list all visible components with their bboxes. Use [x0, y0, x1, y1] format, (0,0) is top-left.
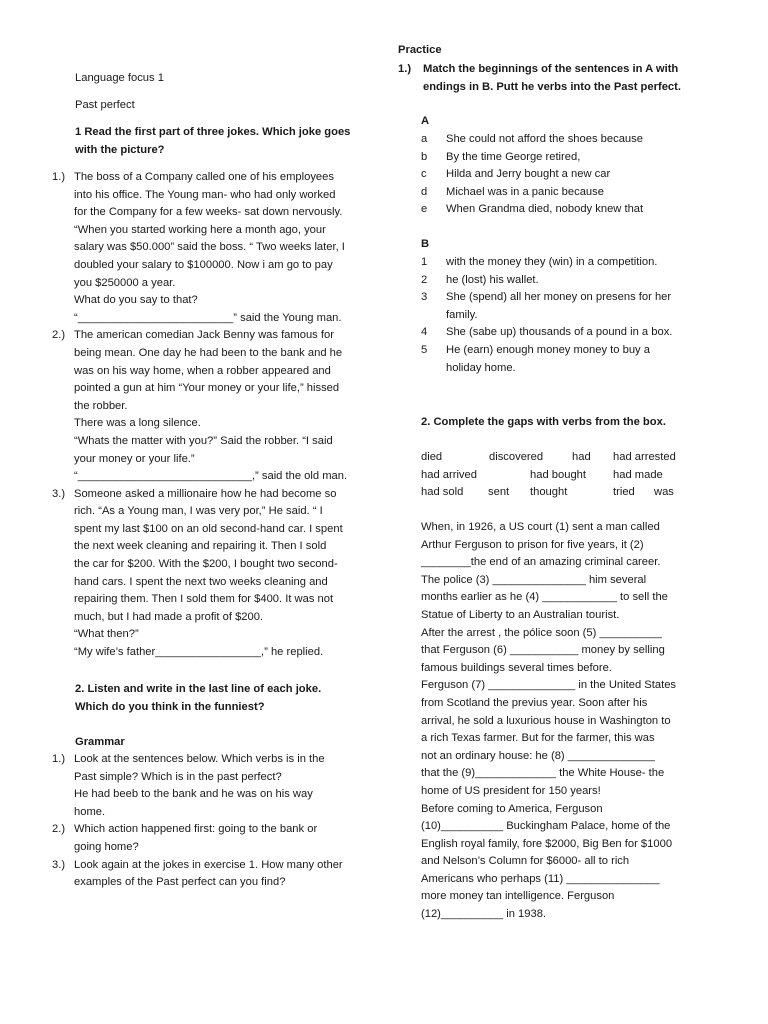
list-b-item: [421, 324, 721, 342]
list-a-letter: d: [421, 185, 428, 198]
verb-word: had sold: [421, 486, 464, 499]
list-b-number: 4: [421, 326, 428, 339]
joke-line: pointed a gun at him “Your money or your life,” hissed: [74, 382, 340, 395]
list-a-text: When Grandma died, nobody knew that: [446, 203, 644, 216]
joke-line: The boss of a Company called one of his employees: [74, 171, 334, 183]
list-a-item: [421, 184, 721, 202]
joke-line: spent my last $100 on an old second-hand car. I spent: [74, 522, 343, 535]
story-line: Americans who perhaps (11) _______________: [421, 872, 660, 885]
story-text: [421, 519, 721, 924]
practice-1: [398, 61, 718, 96]
story-line: After the arrest , the pólice soon (5) __________: [421, 626, 662, 639]
subheading: Past perfect: [75, 99, 135, 111]
story-line: that the (9)_____________ the White House- the: [421, 767, 665, 780]
joke-line: There was a long silence.: [74, 417, 201, 430]
list-a-item: [421, 131, 721, 149]
story-line: Before coming to America, Ferguson: [421, 802, 603, 815]
joke-line: your money or your life.”: [74, 452, 195, 465]
joke-line: “Whats the matter with you?” Said the robber. “I said: [74, 434, 333, 447]
story-line: Ferguson (7) ______________ in the United States: [421, 679, 677, 692]
practice-title: Practice: [398, 44, 442, 56]
grammar-line: Past simple? Which is in the past perfect?: [74, 770, 282, 783]
joke-line: “_________________________” said the Young man.: [74, 311, 342, 324]
list-b-number: 3: [421, 291, 428, 304]
story-line: English royal family, fore $2000, Big Ben for $1000: [421, 837, 673, 850]
heading: Language focus 1: [75, 72, 164, 84]
list-a-text: Hilda and Jerry bought a new car: [446, 168, 611, 181]
grammar-line: home.: [74, 805, 106, 818]
list-b-line: with the money they (win) in a competition.: [446, 256, 658, 268]
story-line: arrival, he sold a luxurious house in Washington to: [421, 714, 671, 727]
joke-line: “My wife’s father_________________,” he replied.: [74, 646, 324, 659]
joke-line: Someone asked a millionaire how he had become so: [74, 487, 337, 500]
joke-line: into his office. The Young man- who had only worked: [74, 188, 336, 201]
list-a-letter: e: [421, 203, 428, 216]
verb-word: died: [421, 451, 443, 463]
joke-line: salary was $50.000” said the boss. “ Two weeks later, I: [74, 241, 345, 254]
list-b-line: She (sabe up) thousands of a pound in a box.: [446, 326, 673, 339]
joke-line: the car for $200. With the $200, I bought two second-: [74, 558, 338, 571]
list-a-item: [421, 201, 721, 219]
verb-word: thought: [530, 486, 568, 499]
joke-line: much, but I had made a profit of $200.: [74, 610, 264, 623]
story-line: Statue of Liberty to an Australian tourist.: [421, 608, 620, 621]
grammar-line: Which action happened first: going to the bank or: [74, 823, 318, 836]
grammar-title: Grammar: [75, 736, 125, 748]
story-line: that Ferguson (6) ___________ money by selling: [421, 644, 665, 657]
joke-line: The american comedian Jack Benny was famous for: [74, 329, 334, 342]
grammar-line: Look at the sentences below. Which verbs is in the: [74, 753, 325, 765]
verb-word: discovered: [489, 451, 544, 463]
list-a-text: Michael was in a panic because: [446, 185, 604, 198]
joke-item: [52, 327, 372, 485]
joke-number: 3.): [52, 487, 66, 500]
joke-line: hand cars. I spent the next two weeks cleaning and: [74, 575, 328, 588]
verb-word: had: [572, 451, 591, 463]
grammar-line: He had beeb to the bank and he was on his way: [74, 788, 313, 801]
list-a-label: A: [421, 115, 430, 127]
grammar-number: 1.): [52, 753, 66, 765]
list-b-number: 1: [421, 256, 428, 268]
joke-line: the next week cleaning and repairing it. Then I sold: [74, 540, 327, 553]
joke-number: 2.): [52, 329, 66, 342]
verb-box-row: [421, 467, 721, 485]
joke-line: for the Company for a few weeks- sat down nervously.: [74, 206, 343, 219]
story-line: (12)__________ in 1938.: [421, 908, 547, 921]
joke-number: 1.): [52, 171, 66, 183]
list-a-letter: b: [421, 150, 428, 163]
list-a-text: By the time George retired,: [446, 150, 581, 163]
joke-line: rich. “As a Young man, I was very por,” He said. “ I: [74, 505, 323, 518]
list-b-line: he (lost) his wallet.: [446, 273, 539, 286]
grammar-number: 3.): [52, 858, 66, 871]
list-a-item: [421, 149, 721, 167]
exercise-2-complete-title: 2. Complete the gaps with verbs from the box.: [421, 416, 666, 428]
joke-line: “____________________________,” said the old man.: [74, 470, 348, 483]
exercise-1-title: 1 Read the first part of three jokes. Which joke goes with the picture?: [75, 126, 351, 156]
exercise-2-line: Which do you think in the funniest?: [75, 700, 265, 713]
grammar-item: [52, 857, 372, 892]
joke-line: What do you say to that?: [74, 294, 198, 307]
list-b-line: family.: [446, 308, 478, 321]
list-a-item: [421, 166, 721, 184]
joke-line: the robber.: [74, 399, 128, 412]
joke-line: repairing them. Then I sold them for $400. It was not: [74, 593, 334, 606]
verb-word: had made: [613, 468, 663, 481]
joke-item: [52, 169, 372, 327]
story-line: not an ordinary house: he (8) ______________: [421, 749, 655, 762]
story-line: famous buildings several times before.: [421, 661, 612, 674]
verb-word: had arrested: [613, 451, 676, 463]
joke-line: doubled your salary to $100000. Now i am go to pay: [74, 258, 333, 271]
exercise-2-line: 2. Listen and write in the last line of each joke.: [75, 683, 322, 695]
list-b-label: B: [421, 238, 430, 250]
joke-line: “What then?”: [74, 628, 139, 641]
list-a-text: She could not afford the shoes because: [446, 133, 643, 145]
exercise-2-title: [75, 681, 375, 716]
joke-line: was on his way home, when a robber appeared and: [74, 364, 331, 377]
story-line: Arthur Ferguson to prison for five years, it (2): [421, 538, 644, 551]
practice-1-line: Match the beginnings of the sentences in A with: [423, 63, 679, 75]
story-line: home of US president for 150 years!: [421, 784, 601, 797]
list-a-letter: c: [421, 168, 427, 181]
grammar-number: 2.): [52, 823, 66, 836]
story-line: and Nelson’s Column for $6000- all to rich: [421, 855, 630, 868]
joke-line: being mean. One day he had been to the bank and he: [74, 346, 343, 359]
grammar-line: examples of the Past perfect can you find?: [74, 876, 286, 889]
verb-box-row: [421, 484, 721, 502]
grammar-line: going home?: [74, 840, 139, 853]
practice-1-line: endings in B. Putt he verbs into the Past perfect.: [423, 80, 681, 93]
grammar-item: [52, 821, 372, 856]
jokes-list: [52, 169, 372, 662]
joke-item: [52, 486, 372, 662]
list-b-item: [421, 254, 721, 272]
verb-word: sent: [488, 486, 510, 499]
verb-word: was: [654, 486, 674, 499]
joke-line: you $250000 a year.: [74, 276, 176, 289]
verb-box-row: [421, 449, 721, 467]
list-b-line: He (earn) enough money money to buy a: [446, 343, 650, 356]
story-line: When, in 1926, a US court (1) sent a man called: [421, 521, 660, 533]
verb-word: tried: [613, 486, 635, 499]
practice-1-number: 1.): [398, 63, 412, 75]
story-line: The police (3) _______________ him several: [421, 573, 647, 586]
list-b-item: [421, 342, 721, 377]
list-b-line: holiday home.: [446, 361, 516, 374]
list-b-line: She (spend) all her money on presens for her: [446, 291, 672, 304]
grammar-item: [52, 751, 372, 821]
list-b-number: 5: [421, 343, 428, 356]
list-b-item: [421, 272, 721, 290]
list-a: [421, 131, 721, 219]
grammar-list: [52, 751, 372, 892]
grammar-line: Look again at the jokes in exercise 1. How many other: [74, 858, 343, 871]
story-line: from Scotland the previus year. Soon after his: [421, 696, 648, 709]
verb-box: [421, 449, 721, 502]
story-line: more money tan intelligence. Ferguson: [421, 890, 615, 903]
story-line: (10)__________ Buckingham Palace, home of the: [421, 820, 671, 833]
list-b: [421, 254, 721, 377]
joke-line: “When you started working here a month ago, your: [74, 223, 326, 236]
verb-word: had bought: [530, 468, 586, 481]
verb-word: had arrived: [421, 468, 477, 481]
list-a-letter: a: [421, 133, 428, 145]
list-b-number: 2: [421, 273, 428, 286]
story-line: ________the end of an amazing criminal career.: [421, 556, 661, 569]
list-b-item: [421, 289, 721, 324]
story-line: months earlier as he (4) ____________ to sell the: [421, 591, 668, 604]
story-line: a rich Texas farmer. But for the farmer, this was: [421, 732, 655, 745]
